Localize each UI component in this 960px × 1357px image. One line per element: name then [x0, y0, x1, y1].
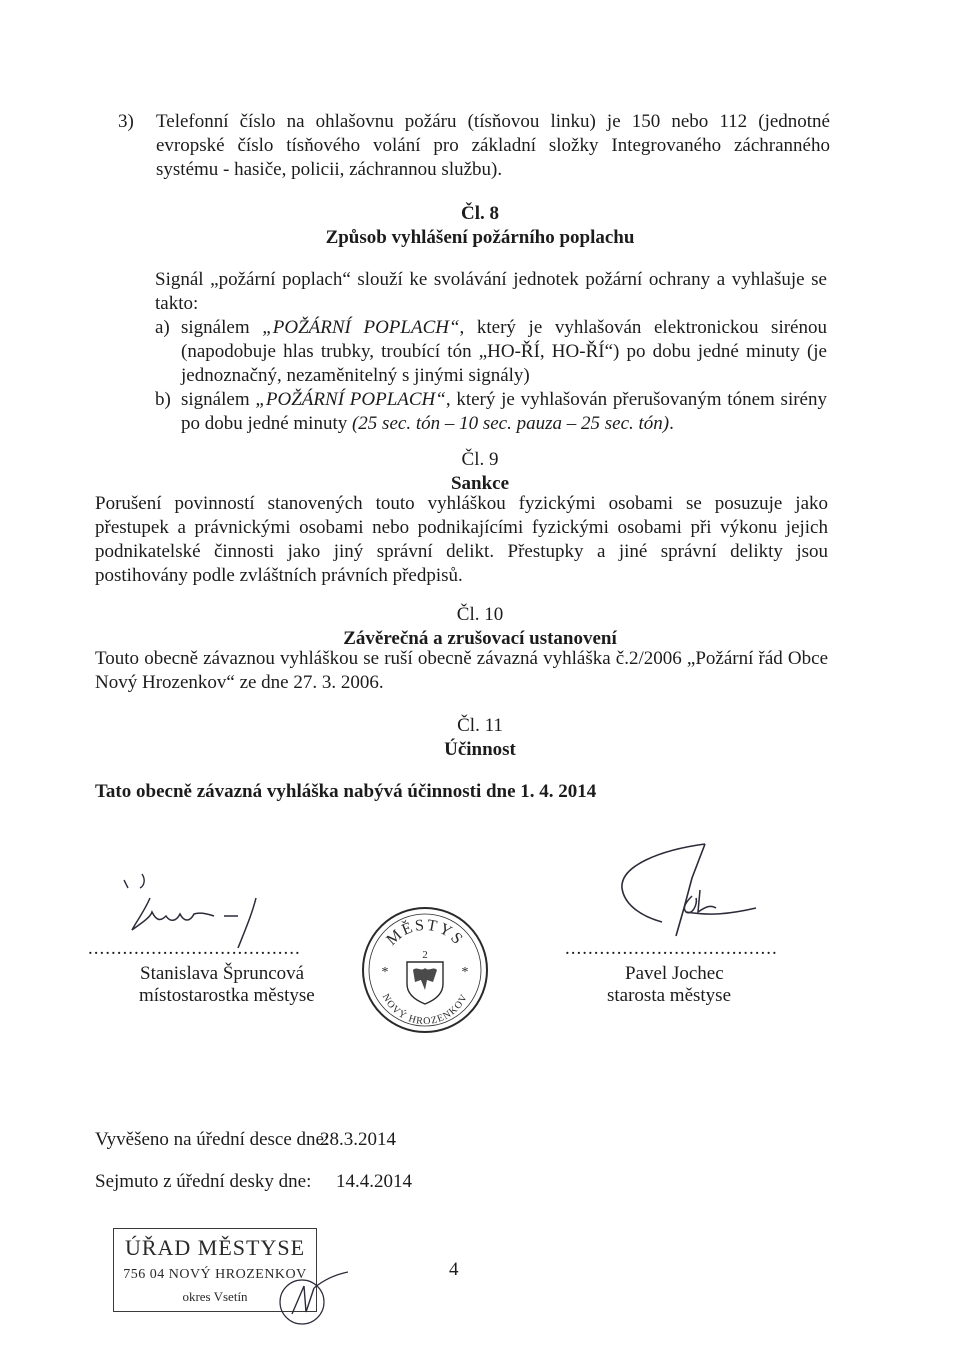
point-3 [118, 110, 830, 182]
effective-date: Tato obecně závazná vyhláška nabývá účinnosti dne 1. 4. 2014 [95, 781, 597, 802]
art9-text: Porušení povinností stanovených touto vyhláškou fyzickými osobami se posuzuje jako přestupek a právnickými osobami nebo podnikajícími fyzickými osobami při výkonu jejich podnikatelské činnosti jako jiný správní delikt. Přestupky a jiné správní delikty jsou postihovány podle zvláštních právních předpisů. [95, 493, 828, 586]
art10-title: Závěrečná a zrušovací ustanovení [343, 628, 617, 649]
art8-item-b-mid: , který je vyhlašován přerušovaným tónem sirény po dobu jedné minuty [181, 389, 827, 434]
art8-item-a-post: , který je vyhlašován elektronickou sirénou (napodobuje hlas trubky, troubící tón „HO-ŘÍ, HO-ŘÍ“) po dobu jedné minuty (je jednoznačný, nezaměnitelný s jinými signály) [181, 317, 827, 386]
art8-item-a-marker: a) [155, 317, 170, 338]
signature-left-name: Stanislava Špruncová [140, 963, 305, 984]
seal-graphic [355, 900, 495, 1040]
signature-left-role: místostarostka městyse [139, 985, 315, 1006]
removed-label: Sejmuto z úřední desky dne: [95, 1171, 312, 1192]
art8-intro: Signál „požární poplach“ slouží ke svolávání jednotek požární ochrany a vyhlašuje se takto: [155, 269, 827, 314]
art10-number: Čl. 10 [456, 604, 504, 625]
signature-right-role: starosta městyse [607, 985, 732, 1006]
removed-date: 14.4.2014 [336, 1171, 412, 1192]
point-3-text: Telefonní číslo na ohlašovnu požáru (tísňovou linku) je 150 nebo 112 (jednotné evropské číslo tísňového volání pro základní složky Integrovaného záchranného systému - hasiče, policii, záchrannou službu). [156, 111, 830, 180]
posted-label: Vyvěšeno na úřední desce dne: [95, 1129, 330, 1150]
office-stamp-line3: okres Vsetín [182, 1289, 248, 1304]
signature-right-name: Pavel Jochec [625, 963, 724, 984]
art8-item-b-signal: „POŽÁRNÍ POPLACH“ [255, 389, 446, 410]
art8-item-b-timing: (25 sec. tón – 10 sec. pauza – 25 sec. tón) [351, 413, 670, 434]
art8-item-b [155, 388, 827, 436]
municipal-seal [355, 900, 495, 1040]
art11-title: Účinnost [444, 739, 516, 760]
art11-number: Čl. 11 [457, 715, 503, 736]
posted-date: 28.3.2014 [320, 1129, 396, 1150]
stamp-initials-image [262, 1268, 352, 1332]
office-stamp-line1: ÚŘAD MĚSTYSE [124, 1235, 306, 1260]
seal-star-right-icon: * [461, 965, 469, 980]
signature-left-line: ..................................... [88, 938, 301, 959]
seal-number: 2 [422, 949, 428, 961]
signature-right-line: ..................................... [565, 938, 778, 959]
art8-item-b-marker: b) [155, 389, 171, 410]
seal-text-bottom: NOVÝ HROZENKOV [379, 992, 471, 1028]
seal-text-top: MĚSTYS [383, 916, 467, 949]
seal-star-left-icon: * [381, 965, 389, 980]
art8-item-b-post: . [669, 413, 674, 434]
art8-item-a-signal: „POŽÁRNÍ POPLACH“ [262, 317, 460, 338]
svg-text:MĚSTYS [383, 917, 467, 949]
art9-title: Sankce [450, 473, 510, 494]
art9-number: Čl. 9 [461, 449, 499, 470]
signature-right-image [600, 838, 780, 946]
art8-item-a [155, 316, 827, 388]
art8-item-a-text [181, 316, 827, 388]
page-number: 4 [449, 1259, 459, 1280]
art8-title: Způsob vyhlášení požárního poplachu [325, 227, 635, 248]
office-stamp-line2: 756 04 NOVÝ HROZENKOV [123, 1267, 307, 1282]
art10-text: Touto obecně závaznou vyhláškou se ruší obecně závazná vyhláška č.2/2006 „Požární řád Obce Nový Hrozenkov“ ze dne 27. 3. 2006. [95, 648, 828, 693]
art8-item-a-pre: signálem [181, 317, 263, 338]
art8-item-b-text [181, 388, 827, 436]
art8-item-b-pre: signálem [181, 389, 256, 410]
point-3-marker: 3) [118, 111, 134, 132]
art8-number: Čl. 8 [461, 203, 499, 224]
svg-text:NOVÝ HROZENKOV [380, 992, 470, 1027]
